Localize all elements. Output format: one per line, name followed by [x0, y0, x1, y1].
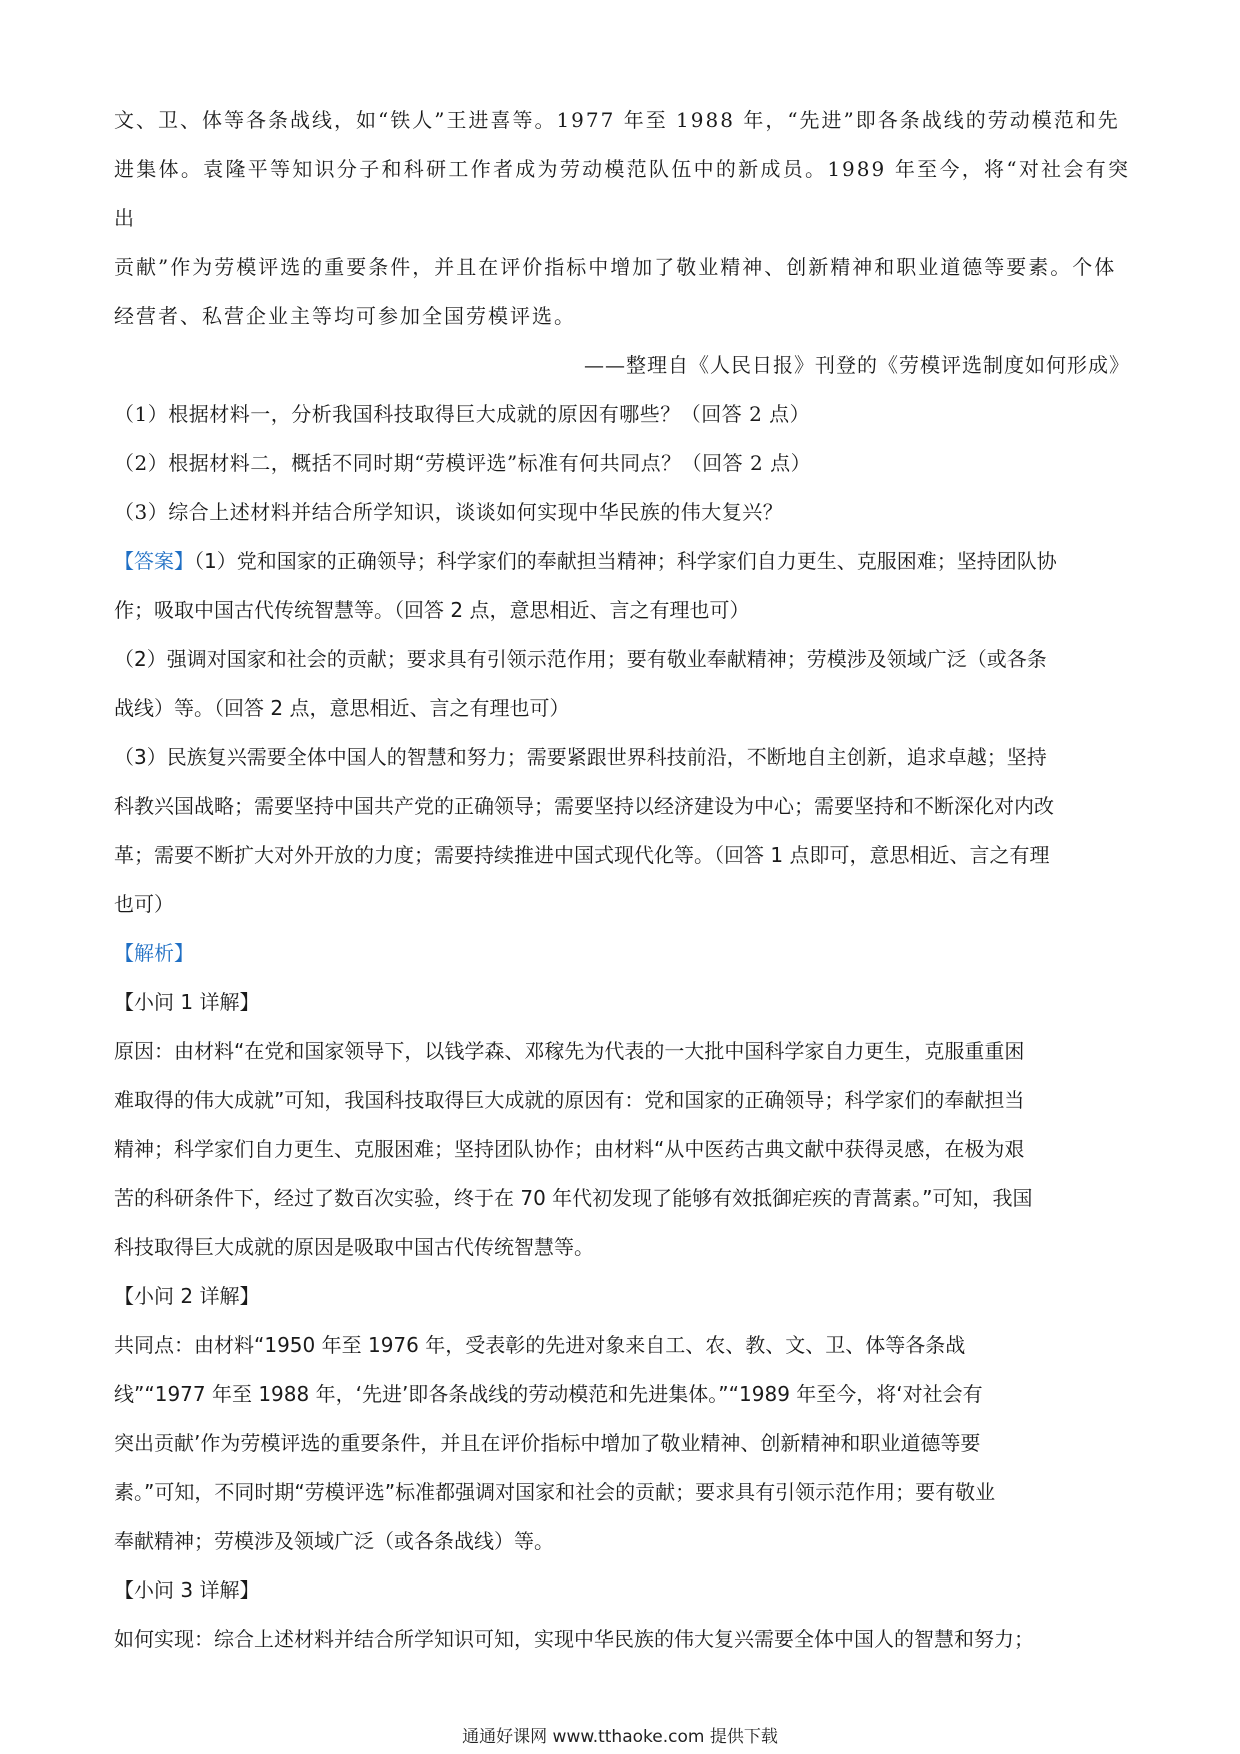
analysis-line: 线”“1977 年至 1988 年，‘先进’即各条战线的劳动模范和先进集体。”“1989 年至今，将‘对社会有: [114, 1382, 983, 1406]
question-2: （2）根据材料二，概括不同时期“劳模评选”标准有何共同点？（回答 2 点）: [114, 451, 812, 475]
material-line: 贡献”作为劳模评选的重要条件，并且在评价指标中增加了敬业精神、创新精神和职业道德等要素。个体: [114, 255, 1117, 279]
analysis-line: 苦的科研条件下，经过了数百次实验，终于在 70 年代初发现了能够有效抵御疟疾的青蒿素。”可知，我国: [114, 1186, 1033, 1210]
question-1: （1）根据材料一，分析我国科技取得巨大成就的原因有哪些？（回答 2 点）: [114, 402, 811, 426]
analysis-q3-heading: 【小问 3 详解】: [114, 1578, 260, 1602]
answer-part1-first: （1）党和国家的正确领导；科学家们的奉献担当精神；科学家们自力更生、克服困难；坚持团队协: [194, 549, 1057, 573]
analysis-line: 难取得的伟大成就”可知，我国科技取得巨大成就的原因有：党和国家的正确领导；科学家们的奉献担当: [114, 1088, 1025, 1112]
page-footer: 通通好课网 www.tthaoke.com 提供下载: [462, 1727, 778, 1747]
analysis-line: 如何实现：综合上述材料并结合所学知识可知，实现中华民族的伟大复兴需要全体中国人的智慧和努力；: [114, 1627, 1034, 1651]
material-line: 经营者、私营企业主等均可参加全国劳模评选。: [114, 304, 576, 328]
answer-line: 革；需要不断扩大对外开放的力度；需要持续推进中国式现代化等。（回答 1 点即可，意思相近、言之有理: [114, 843, 1050, 867]
analysis-q2-heading: 【小问 2 详解】: [114, 1284, 260, 1308]
analysis-line: 素。”可知，不同时期“劳模评选”标准都强调对国家和社会的贡献；要求具有引领示范作用；要有敬业: [114, 1480, 996, 1504]
analysis-line: 共同点：由材料“1950 年至 1976 年，受表彰的先进对象来自工、农、教、文、卫、体等各条战: [114, 1333, 966, 1357]
answer-line: 科教兴国战略；需要坚持中国共产党的正确领导；需要坚持以经济建设为中心；需要坚持和不断深化对内改: [114, 794, 1054, 818]
analysis-tag: 【解析】: [114, 941, 194, 965]
answer-line: （2）强调对国家和社会的贡献；要求具有引领示范作用；要有敬业奉献精神；劳模涉及领域广泛（或各条: [114, 647, 1047, 671]
document-body: [114, 96, 1130, 1664]
analysis-line: 精神；科学家们自力更生、克服困难；坚持团队协作；由材料“从中医药古典文献中获得灵感，在极为艰: [114, 1137, 1025, 1161]
question-3: （3）综合上述材料并结合所学知识，谈谈如何实现中华民族的伟大复兴？: [114, 500, 784, 524]
analysis-line: 原因：由材料“在党和国家领导下，以钱学森、邓稼先为代表的一大批中国科学家自力更生，克服重重困: [114, 1039, 1025, 1063]
material-line: 文、卫、体等各条战线，如“铁人”王进喜等。1977 年至 1988 年，“先进”即各条战线的劳动模范和先: [114, 108, 1120, 132]
answer-line: 战线）等。（回答 2 点，意思相近、言之有理也可）: [114, 696, 570, 720]
answer-line: 作；吸取中国古代传统智慧等。（回答 2 点，意思相近、言之有理也可）: [114, 598, 750, 622]
material-line: 进集体。袁隆平等知识分子和科研工作者成为劳动模范队伍中的新成员。1989 年至今，将“对社会有突出: [114, 157, 1130, 230]
material-source: ——整理自《人民日报》刊登的《劳模评选制度如何形成》: [584, 353, 1130, 377]
analysis-line: 科技取得巨大成就的原因是吸取中国古代传统智慧等。: [114, 1235, 594, 1259]
analysis-q1-heading: 【小问 1 详解】: [114, 990, 260, 1014]
answer-line: （3）民族复兴需要全体中国人的智慧和努力；需要紧跟世界科技前沿，不断地自主创新，追求卓越；坚持: [114, 745, 1047, 769]
answer-line: 也可）: [114, 892, 174, 916]
analysis-line: 突出贡献’作为劳模评选的重要条件，并且在评价指标中增加了敬业精神、创新精神和职业道德等要: [114, 1431, 981, 1455]
answer-tag: 【答案】: [114, 549, 194, 573]
analysis-line: 奉献精神；劳模涉及领域广泛（或各条战线）等。: [114, 1529, 554, 1553]
answer-part1: [114, 537, 1130, 586]
